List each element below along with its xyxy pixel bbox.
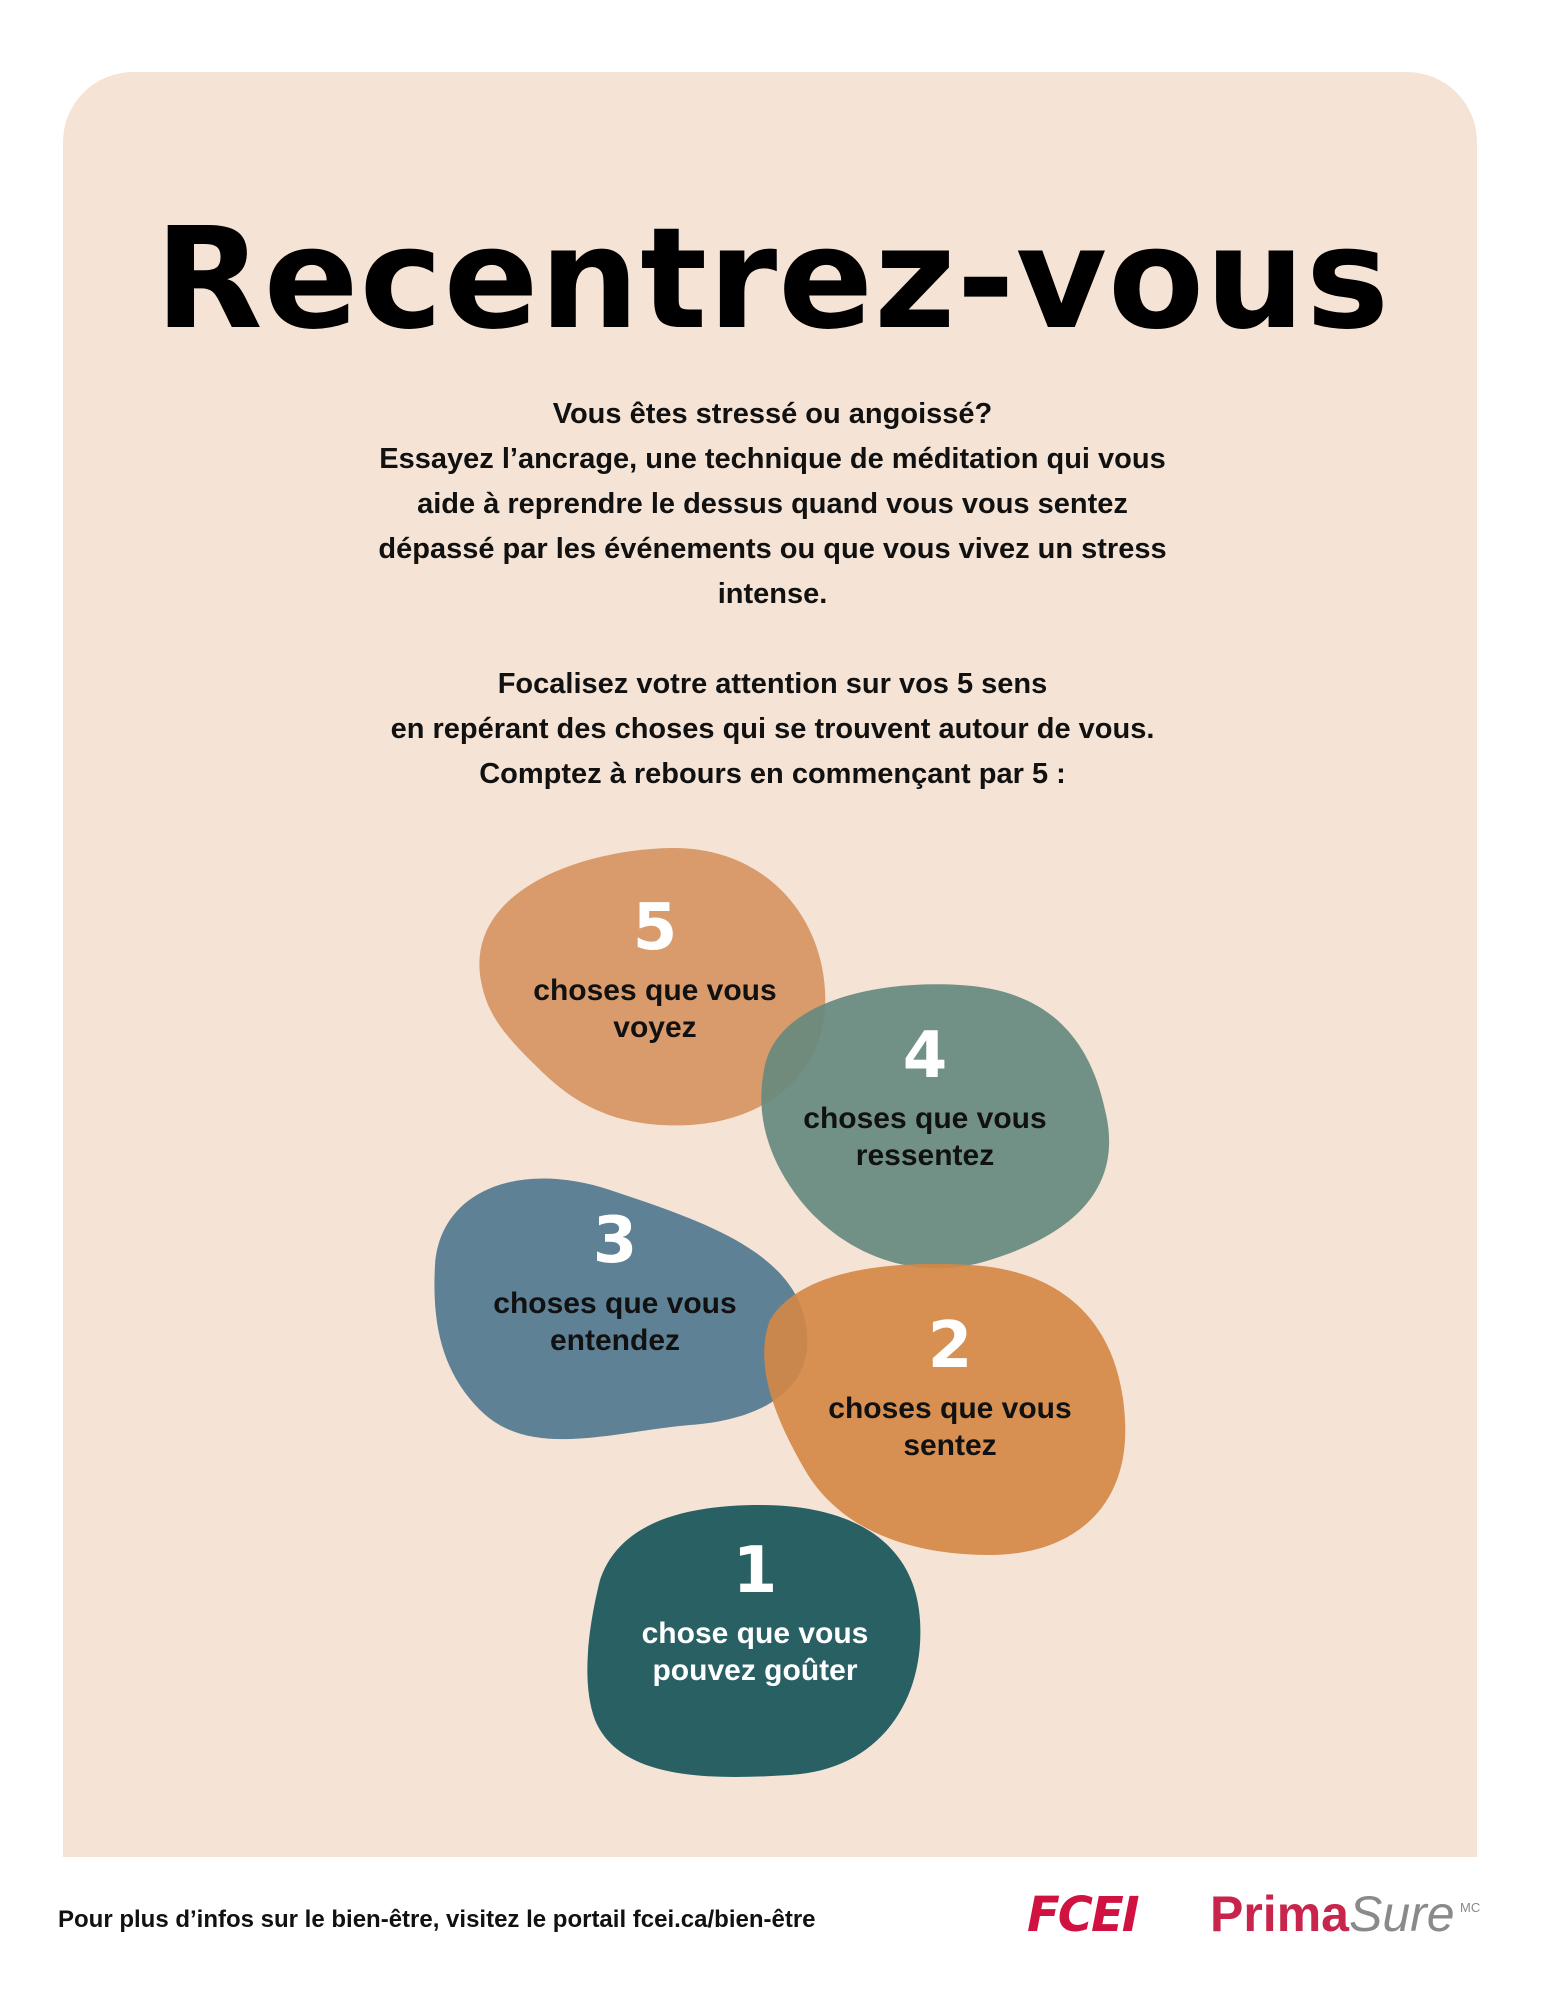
step-number: 3 — [592, 1204, 638, 1278]
primasure-logo — [1210, 1884, 1481, 1944]
trademark-mark: MC — [1460, 1900, 1481, 1915]
step-number: 4 — [902, 1019, 948, 1093]
step-number: 1 — [732, 1534, 778, 1608]
page-title: Recentrez-vous — [154, 198, 1391, 361]
step-label: ressentez — [855, 1139, 995, 1172]
step-number: 5 — [632, 891, 678, 965]
step-label: voyez — [613, 1011, 697, 1044]
step-label: choses que vous — [533, 974, 777, 1007]
step-label: choses que vous — [803, 1102, 1047, 1135]
intro-line: Vous êtes stressé ou angoissé? — [552, 398, 993, 430]
instruction-line: Comptez à rebours en commençant par 5 : — [479, 758, 1066, 790]
intro-line: Essayez l’ancrage, une technique de méditation qui vous — [379, 443, 1166, 475]
instruction-line: Focalisez votre attention sur vos 5 sens — [497, 668, 1048, 700]
step-4 — [770, 1020, 1080, 1174]
intro-line: intense. — [717, 578, 828, 610]
intro-line: dépassé par les événements ou que vous vivez un stress — [378, 533, 1167, 565]
step-label: chose que vous — [641, 1617, 869, 1650]
logo-prima-text: Prima — [1210, 1886, 1349, 1942]
instruction-line: en repérant des choses qui se trouvent autour de vous. — [390, 713, 1155, 745]
step-label: pouvez goûter — [652, 1654, 858, 1687]
footer-link-text: Pour plus d’infos sur le bien-être, visitez le portail fcei.ca/bien-être — [58, 1906, 816, 1933]
logo-sure-text: Sure — [1348, 1886, 1455, 1942]
step-2 — [795, 1310, 1105, 1464]
step-number: 2 — [927, 1309, 973, 1383]
step-5 — [500, 892, 810, 1046]
fcei-logo: FCEI — [1027, 1887, 1138, 1943]
step-label: sentez — [903, 1429, 997, 1462]
step-label: choses que vous — [828, 1392, 1072, 1425]
step-1 — [600, 1535, 910, 1689]
step-label: choses que vous — [493, 1287, 737, 1320]
intro-line: aide à reprendre le dessus quand vous vous sentez — [417, 488, 1128, 520]
step-label: entendez — [549, 1324, 681, 1357]
step-3 — [460, 1205, 770, 1359]
